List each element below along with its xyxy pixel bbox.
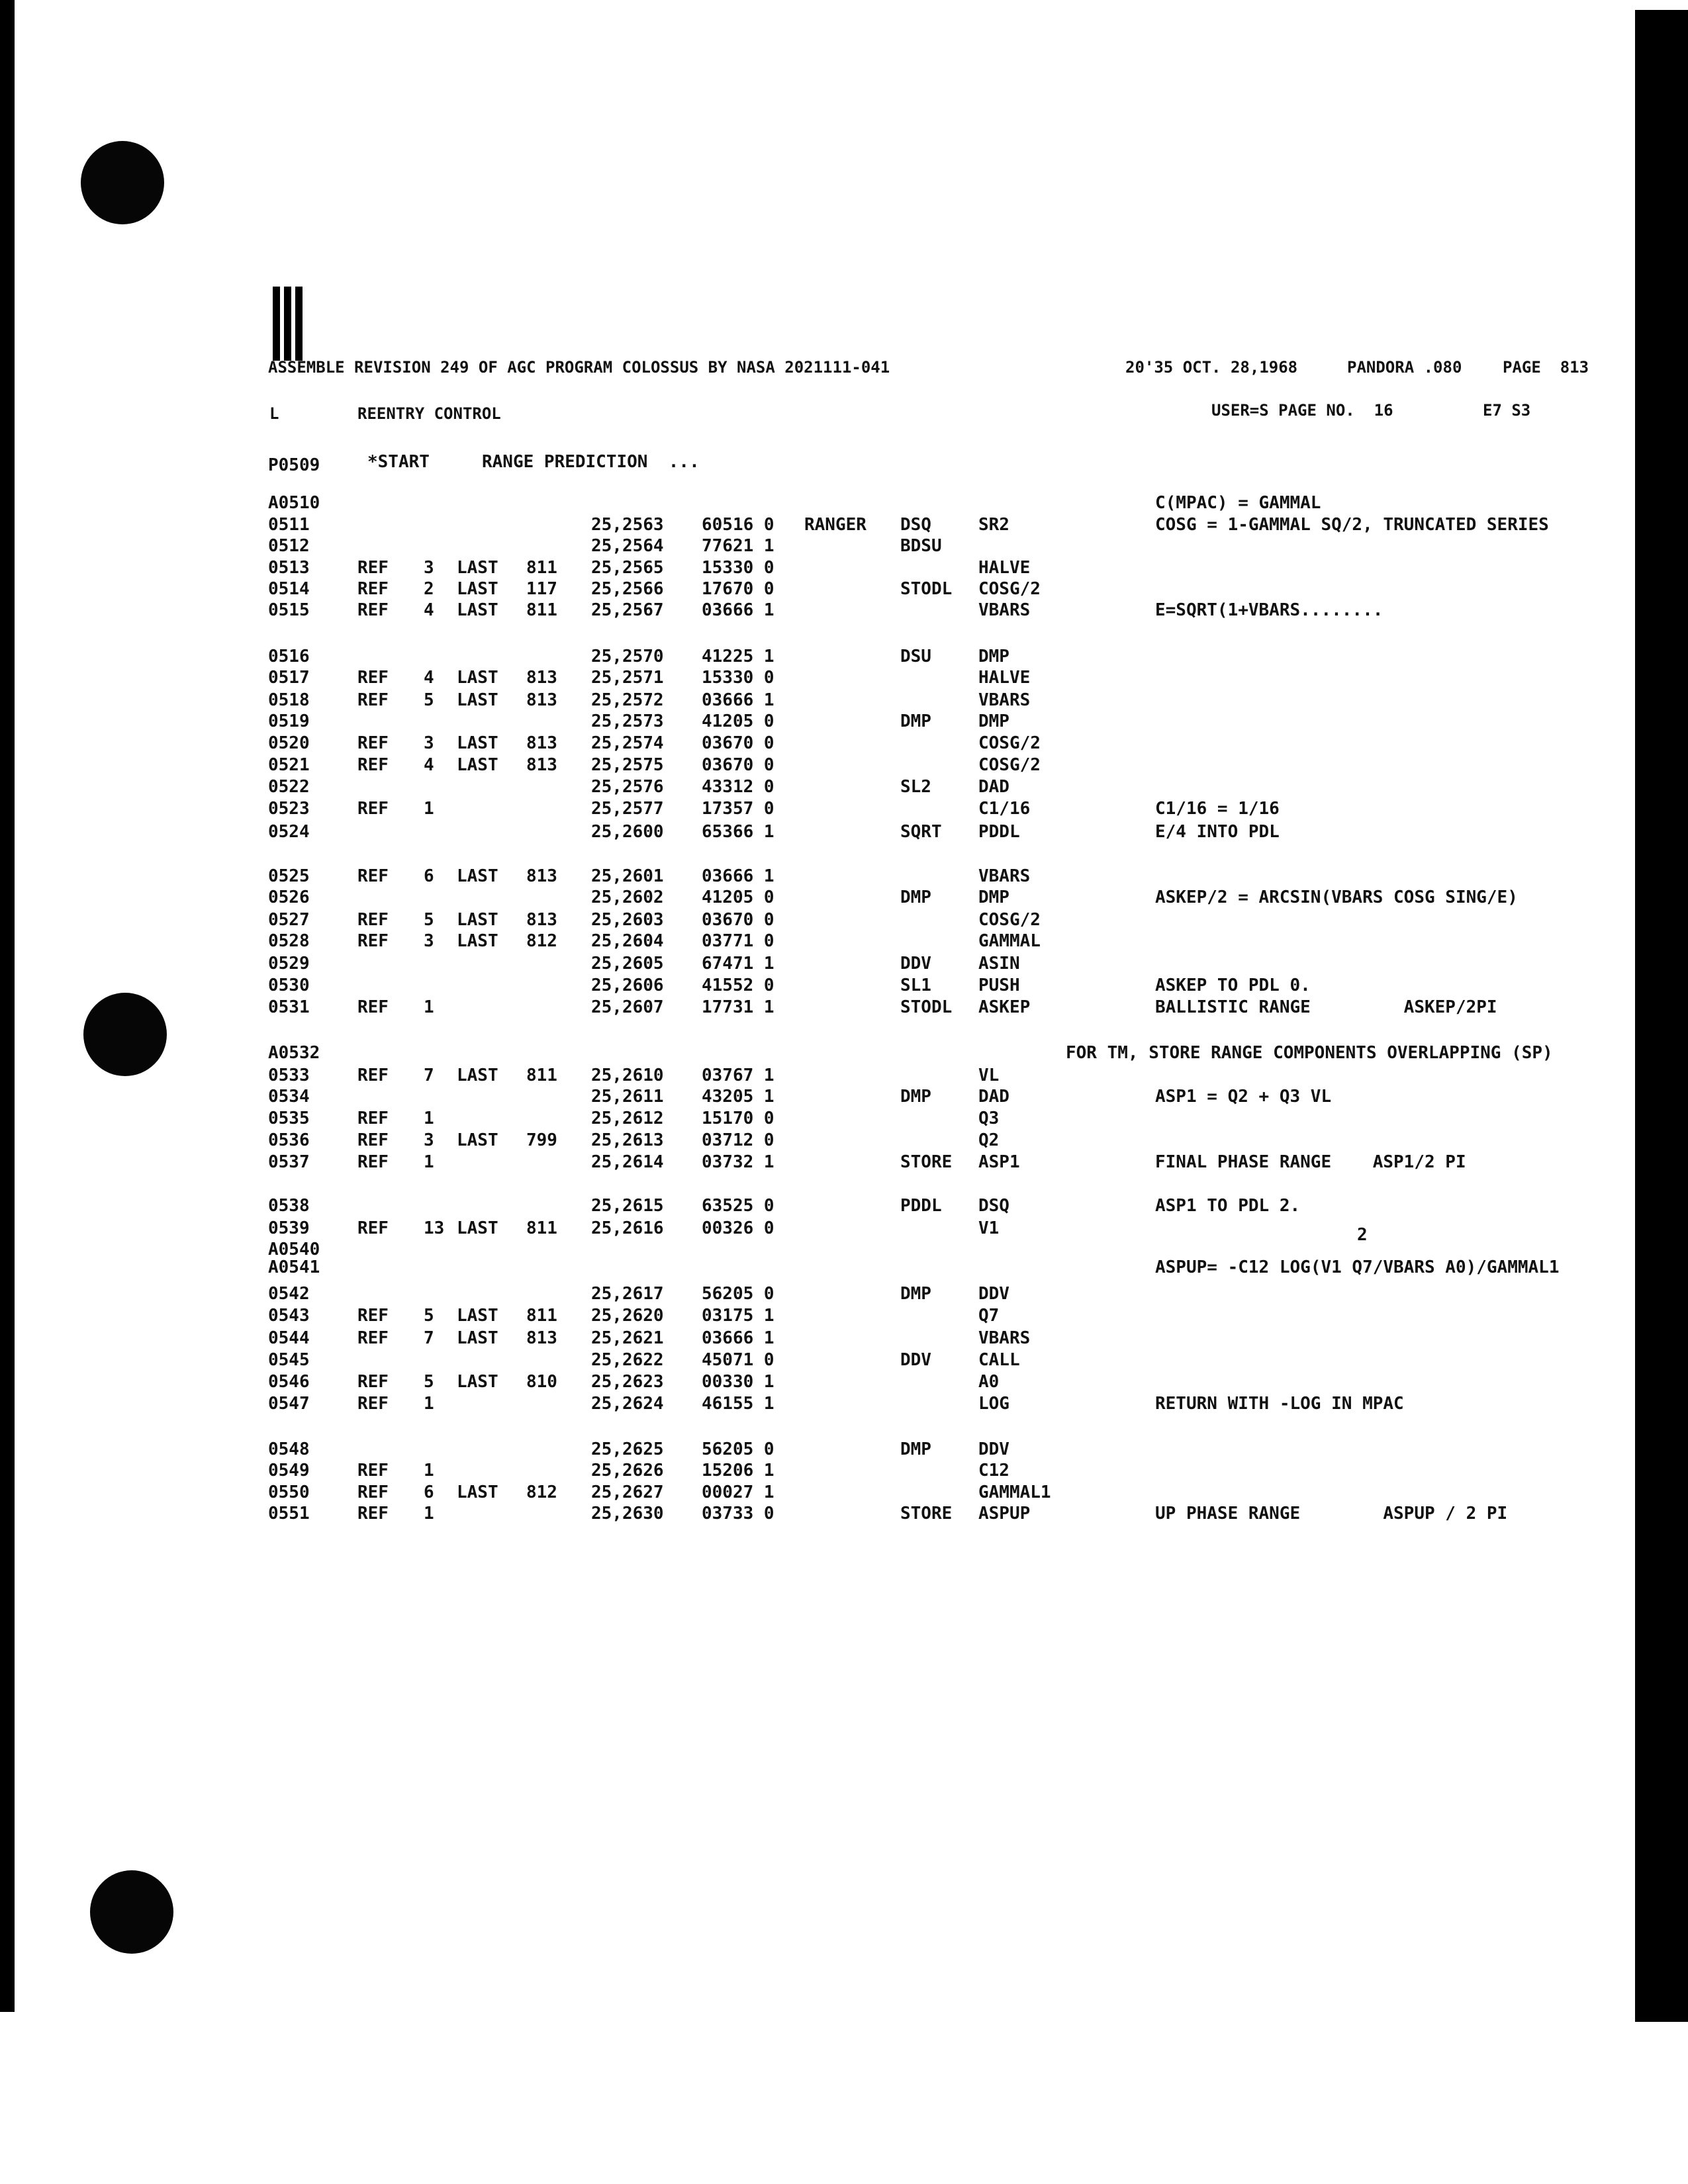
header-pandora: PANDORA .080 [1347,358,1462,377]
comment: COSG = 1-GAMMAL SQ/2, TRUNCATED SERIES [1155,515,1549,535]
comment: BALLISTIC RANGE ASKEP/2PI [1155,997,1497,1017]
user-page-number: USER=S PAGE NO. 16 [1211,401,1393,420]
last-keyword: LAST [457,600,498,620]
operand: VBARS [978,866,1031,886]
operand: GAMMAL1 [978,1482,1051,1502]
superscript: 2 [1357,1225,1368,1245]
ref-count: 1 [424,997,434,1017]
octal-word: 03670 0 [702,755,774,775]
line-number: 0522 [268,777,310,797]
octal-word: 77621 1 [702,536,774,556]
octal-word: 03666 1 [702,1328,774,1348]
last-keyword: LAST [457,1372,498,1392]
opcode: STODL [900,579,953,599]
binder-hole-top [81,141,164,224]
intro-title: RANGE PREDICTION ... [482,452,700,472]
last-page: 813 [526,690,557,710]
line-number: 0519 [268,711,310,731]
ref-keyword: REF [357,1152,389,1172]
address: 25,2570 [591,647,664,666]
ref-count: 6 [424,1482,434,1502]
comment: FINAL PHASE RANGE ASP1/2 PI [1155,1152,1466,1172]
address: 25,2563 [591,515,664,535]
last-keyword: LAST [457,866,498,886]
octal-word: 00330 1 [702,1372,774,1392]
ref-keyword: REF [357,733,389,753]
line-number: 0534 [268,1087,310,1107]
address: 25,2616 [591,1218,664,1238]
last-page: 812 [526,931,557,951]
address: 25,2615 [591,1196,664,1216]
last-page: 813 [526,866,557,886]
ref-count: 1 [424,1152,434,1172]
last-keyword: LAST [457,733,498,753]
last-keyword: LAST [457,1130,498,1150]
last-keyword: LAST [457,668,498,688]
scan-edge-left [0,0,15,2012]
last-keyword: LAST [457,1066,498,1085]
operand: ASP1 [978,1152,1020,1172]
line-number: 0551 [268,1504,310,1524]
last-page: 117 [526,579,557,599]
line-number: 0520 [268,733,310,753]
ref-keyword: REF [357,1372,389,1392]
address: 25,2601 [591,866,664,886]
octal-word: 03767 1 [702,1066,774,1085]
comment: ASP1 TO PDL 2. [1155,1196,1301,1216]
last-page: 811 [526,1306,557,1326]
octal-word: 17731 1 [702,997,774,1017]
header-code: E7 S3 [1483,401,1531,420]
last-page: 813 [526,910,557,930]
address: 25,2600 [591,822,664,842]
operand: CALL [978,1350,1020,1370]
last-page: 811 [526,558,557,578]
line-number: 0523 [268,799,310,819]
comment: E/4 INTO PDL [1155,822,1280,842]
scan-edge-right [1635,10,1688,2022]
operand: GAMMAL [978,931,1041,951]
line-number: 0524 [268,822,310,842]
line-number: 0513 [268,558,310,578]
ref-count: 3 [424,733,434,753]
address: 25,2612 [591,1109,664,1128]
octal-word: 17670 0 [702,579,774,599]
ref-count: 4 [424,668,434,688]
operand: ASIN [978,954,1020,974]
opcode: DMP [900,1087,931,1107]
address: 25,2605 [591,954,664,974]
address: 25,2577 [591,799,664,819]
line-number: 0530 [268,976,310,995]
line-number: 0548 [268,1439,310,1459]
address: 25,2606 [591,976,664,995]
operand: V1 [978,1218,1000,1238]
octal-word: 03666 1 [702,866,774,886]
address: 25,2576 [591,777,664,797]
comment: RETURN WITH -LOG IN MPAC [1155,1394,1404,1414]
ref-keyword: REF [357,558,389,578]
ref-count: 3 [424,931,434,951]
line-number: 0550 [268,1482,310,1502]
octal-word: 67471 1 [702,954,774,974]
operand: VBARS [978,600,1031,620]
address: 25,2565 [591,558,664,578]
last-keyword: LAST [457,1306,498,1326]
address: 25,2575 [591,755,664,775]
line-number: 0529 [268,954,310,974]
last-page: 813 [526,755,557,775]
ref-keyword: REF [357,690,389,710]
address: 25,2620 [591,1306,664,1326]
last-keyword: LAST [457,1482,498,1502]
line-number: 0542 [268,1284,310,1304]
ref-count: 3 [424,558,434,578]
ref-keyword: REF [357,579,389,599]
octal-word: 45071 0 [702,1350,774,1370]
line-number: 0535 [268,1109,310,1128]
ref-count: 1 [424,1461,434,1480]
address: 25,2571 [591,668,664,688]
operand: DMP [978,647,1009,666]
octal-word: 56205 0 [702,1284,774,1304]
line-number: 0546 [268,1372,310,1392]
octal-word: 03666 1 [702,600,774,620]
line-number: 0516 [268,647,310,666]
operand: ASPUP [978,1504,1031,1524]
operand: A0 [978,1372,1000,1392]
section-title: REENTRY CONTROL [357,404,501,423]
octal-word: 15330 0 [702,668,774,688]
opcode: DDV [900,954,931,974]
address: 25,2630 [591,1504,664,1524]
operand: ASKEP [978,997,1031,1017]
intro-label: *START [367,452,430,472]
address: 25,2572 [591,690,664,710]
octal-word: 41225 1 [702,647,774,666]
operand: DAD [978,777,1009,797]
operand: DSQ [978,1196,1009,1216]
opcode: STORE [900,1152,953,1172]
address: 25,2623 [591,1372,664,1392]
line-number: 0521 [268,755,310,775]
last-keyword: LAST [457,579,498,599]
octal-word: 15170 0 [702,1109,774,1128]
ref-count: 13 [424,1218,445,1238]
operand: DMP [978,887,1009,907]
address: 25,2607 [591,997,664,1017]
address: 25,2574 [591,733,664,753]
ref-count: 7 [424,1066,434,1085]
header-timestamp: 20'35 OCT. 28,1968 [1125,358,1298,377]
ref-keyword: REF [357,1130,389,1150]
address: 25,2624 [591,1394,664,1414]
opcode: DMP [900,1284,931,1304]
line-number: 0549 [268,1461,310,1480]
opcode: STODL [900,997,953,1017]
ref-keyword: REF [357,1328,389,1348]
octal-word: 00326 0 [702,1218,774,1238]
last-page: 811 [526,1218,557,1238]
opcode: DMP [900,711,931,731]
ref-keyword: REF [357,997,389,1017]
opcode: DMP [900,1439,931,1459]
operand: LOG [978,1394,1009,1414]
ref-count: 5 [424,910,434,930]
address: 25,2604 [591,931,664,951]
line-number: 0528 [268,931,310,951]
ref-count: 7 [424,1328,434,1348]
octal-word: 46155 1 [702,1394,774,1414]
line-number: 0536 [268,1130,310,1150]
header-page: PAGE 813 [1503,358,1589,377]
ref-count: 5 [424,1372,434,1392]
last-keyword: LAST [457,755,498,775]
line-number: A0510 [268,493,320,513]
octal-word: 43312 0 [702,777,774,797]
ref-keyword: REF [357,931,389,951]
ref-keyword: REF [357,1504,389,1524]
ref-count: 2 [424,579,434,599]
address: 25,2622 [591,1350,664,1370]
address: 25,2613 [591,1130,664,1150]
comment: ASP1 = Q2 + Q3 VL [1155,1087,1332,1107]
ref-keyword: REF [357,1461,389,1480]
ref-keyword: REF [357,910,389,930]
operand: PUSH [978,976,1020,995]
operand: HALVE [978,558,1031,578]
octal-word: 03666 1 [702,690,774,710]
address: 25,2614 [591,1152,664,1172]
line-number: 0533 [268,1066,310,1085]
comment: C(MPAC) = GAMMAL [1155,493,1321,513]
octal-word: 03175 1 [702,1306,774,1326]
address: 25,2611 [591,1087,664,1107]
operand: HALVE [978,668,1031,688]
opcode: BDSU [900,536,942,556]
header-banner: ASSEMBLE REVISION 249 OF AGC PROGRAM COLOSSUS BY NASA 2021111-041 [268,358,890,377]
address: 25,2610 [591,1066,664,1085]
line-number: 0537 [268,1152,310,1172]
last-page: 799 [526,1130,557,1150]
last-keyword: LAST [457,1328,498,1348]
last-page: 810 [526,1372,557,1392]
opcode: DSU [900,647,931,666]
ref-keyword: REF [357,799,389,819]
address: 25,2602 [591,887,664,907]
ref-keyword: REF [357,1482,389,1502]
last-page: 813 [526,668,557,688]
octal-word: 41205 0 [702,887,774,907]
ref-count: 1 [424,1109,434,1128]
ref-count: 4 [424,600,434,620]
octal-word: 03670 0 [702,910,774,930]
comment: ASKEP/2 = ARCSIN(VBARS COSG SING/E) [1155,887,1518,907]
line-number: 0545 [268,1350,310,1370]
last-page: 812 [526,1482,557,1502]
ref-count: 6 [424,866,434,886]
line-number: 0538 [268,1196,310,1216]
operand: VBARS [978,690,1031,710]
ref-keyword: REF [357,1218,389,1238]
ref-keyword: REF [357,1306,389,1326]
ref-count: 5 [424,1306,434,1326]
operand: DDV [978,1284,1009,1304]
octal-word: 15206 1 [702,1461,774,1480]
operand: COSG/2 [978,755,1041,775]
opcode: SL1 [900,976,931,995]
line-number: 0525 [268,866,310,886]
line-number: 0518 [268,690,310,710]
address: 25,2566 [591,579,664,599]
octal-word: 17357 0 [702,799,774,819]
octal-word: 65366 1 [702,822,774,842]
last-page: 813 [526,1328,557,1348]
opcode: STORE [900,1504,953,1524]
octal-word: 03733 0 [702,1504,774,1524]
octal-word: 41552 0 [702,976,774,995]
binder-hole-bottom [90,1870,173,1954]
opcode: DSQ [900,515,931,535]
ref-keyword: REF [357,1394,389,1414]
last-keyword: LAST [457,910,498,930]
comment: ASPUP= -C12 LOG(V1 Q7/VBARS A0)/GAMMAL1 [1155,1257,1560,1277]
operand: Q3 [978,1109,1000,1128]
octal-word: 00027 1 [702,1482,774,1502]
ref-keyword: REF [357,600,389,620]
ref-keyword: REF [357,755,389,775]
line-number: 0531 [268,997,310,1017]
section-prefix: L [269,404,279,423]
octal-word: 41205 0 [702,711,774,731]
operand: DDV [978,1439,1009,1459]
line-number: A0532 [268,1043,320,1063]
octal-word: 03732 1 [702,1152,774,1172]
octal-word: 03670 0 [702,733,774,753]
address: 25,2625 [591,1439,664,1459]
operand: COSG/2 [978,733,1041,753]
operand: Q7 [978,1306,1000,1326]
ref-count: 3 [424,1130,434,1150]
line-number: 0526 [268,887,310,907]
address: 25,2617 [591,1284,664,1304]
operand: COSG/2 [978,579,1041,599]
ref-count: 1 [424,1394,434,1414]
operand: Q2 [978,1130,1000,1150]
octal-word: 03712 0 [702,1130,774,1150]
ref-keyword: REF [357,1066,389,1085]
address: 25,2573 [591,711,664,731]
last-page: 811 [526,1066,557,1085]
address: 25,2627 [591,1482,664,1502]
octal-word: 63525 0 [702,1196,774,1216]
octal-word: 60516 0 [702,515,774,535]
line-number: 0543 [268,1306,310,1326]
line-number: 0514 [268,579,310,599]
line-number: 0511 [268,515,310,535]
ref-count: 5 [424,690,434,710]
address: 25,2564 [591,536,664,556]
last-keyword: LAST [457,1218,498,1238]
ref-count: 1 [424,1504,434,1524]
opcode: PDDL [900,1196,942,1216]
comment: ASKEP TO PDL 0. [1155,976,1311,995]
operand: VBARS [978,1328,1031,1348]
operand: PDDL [978,822,1020,842]
octal-word: 56205 0 [702,1439,774,1459]
last-keyword: LAST [457,558,498,578]
octal-word: 43205 1 [702,1087,774,1107]
line-number: A0541 [268,1257,320,1277]
ref-keyword: REF [357,668,389,688]
opcode: SQRT [900,822,942,842]
comment: C1/16 = 1/16 [1155,799,1280,819]
opcode: DDV [900,1350,931,1370]
operand: COSG/2 [978,910,1041,930]
binder-hole-middle [83,993,167,1076]
last-page: 811 [526,600,557,620]
operand: C12 [978,1461,1009,1480]
address: 25,2567 [591,600,664,620]
operand: DMP [978,711,1009,731]
octal-word: 03771 0 [702,931,774,951]
line-number: 0527 [268,910,310,930]
ref-count: 1 [424,799,434,819]
last-page: 813 [526,733,557,753]
comment: UP PHASE RANGE ASPUP / 2 PI [1155,1504,1508,1524]
line-number: 0515 [268,600,310,620]
line-number: 0544 [268,1328,310,1348]
line-number: A0540 [268,1240,320,1259]
address: 25,2626 [591,1461,664,1480]
ref-count: 4 [424,755,434,775]
label: RANGER [804,515,867,535]
opcode: SL2 [900,777,931,797]
line-number: 0547 [268,1394,310,1414]
operand: DAD [978,1087,1009,1107]
intro-line-number: P0509 [268,455,320,475]
line-number: 0517 [268,668,310,688]
comment: FOR TM, STORE RANGE COMPONENTS OVERLAPPING (SP) [1066,1043,1553,1063]
comment: E=SQRT(1+VBARS........ [1155,600,1383,620]
octal-word: 15330 0 [702,558,774,578]
operand: SR2 [978,515,1009,535]
address: 25,2621 [591,1328,664,1348]
address: 25,2603 [591,910,664,930]
opcode: DMP [900,887,931,907]
line-number: 0539 [268,1218,310,1238]
operand: C1/16 [978,799,1031,819]
last-keyword: LAST [457,690,498,710]
ref-keyword: REF [357,1109,389,1128]
last-keyword: LAST [457,931,498,951]
line-number: 0512 [268,536,310,556]
operand: VL [978,1066,1000,1085]
ref-keyword: REF [357,866,389,886]
